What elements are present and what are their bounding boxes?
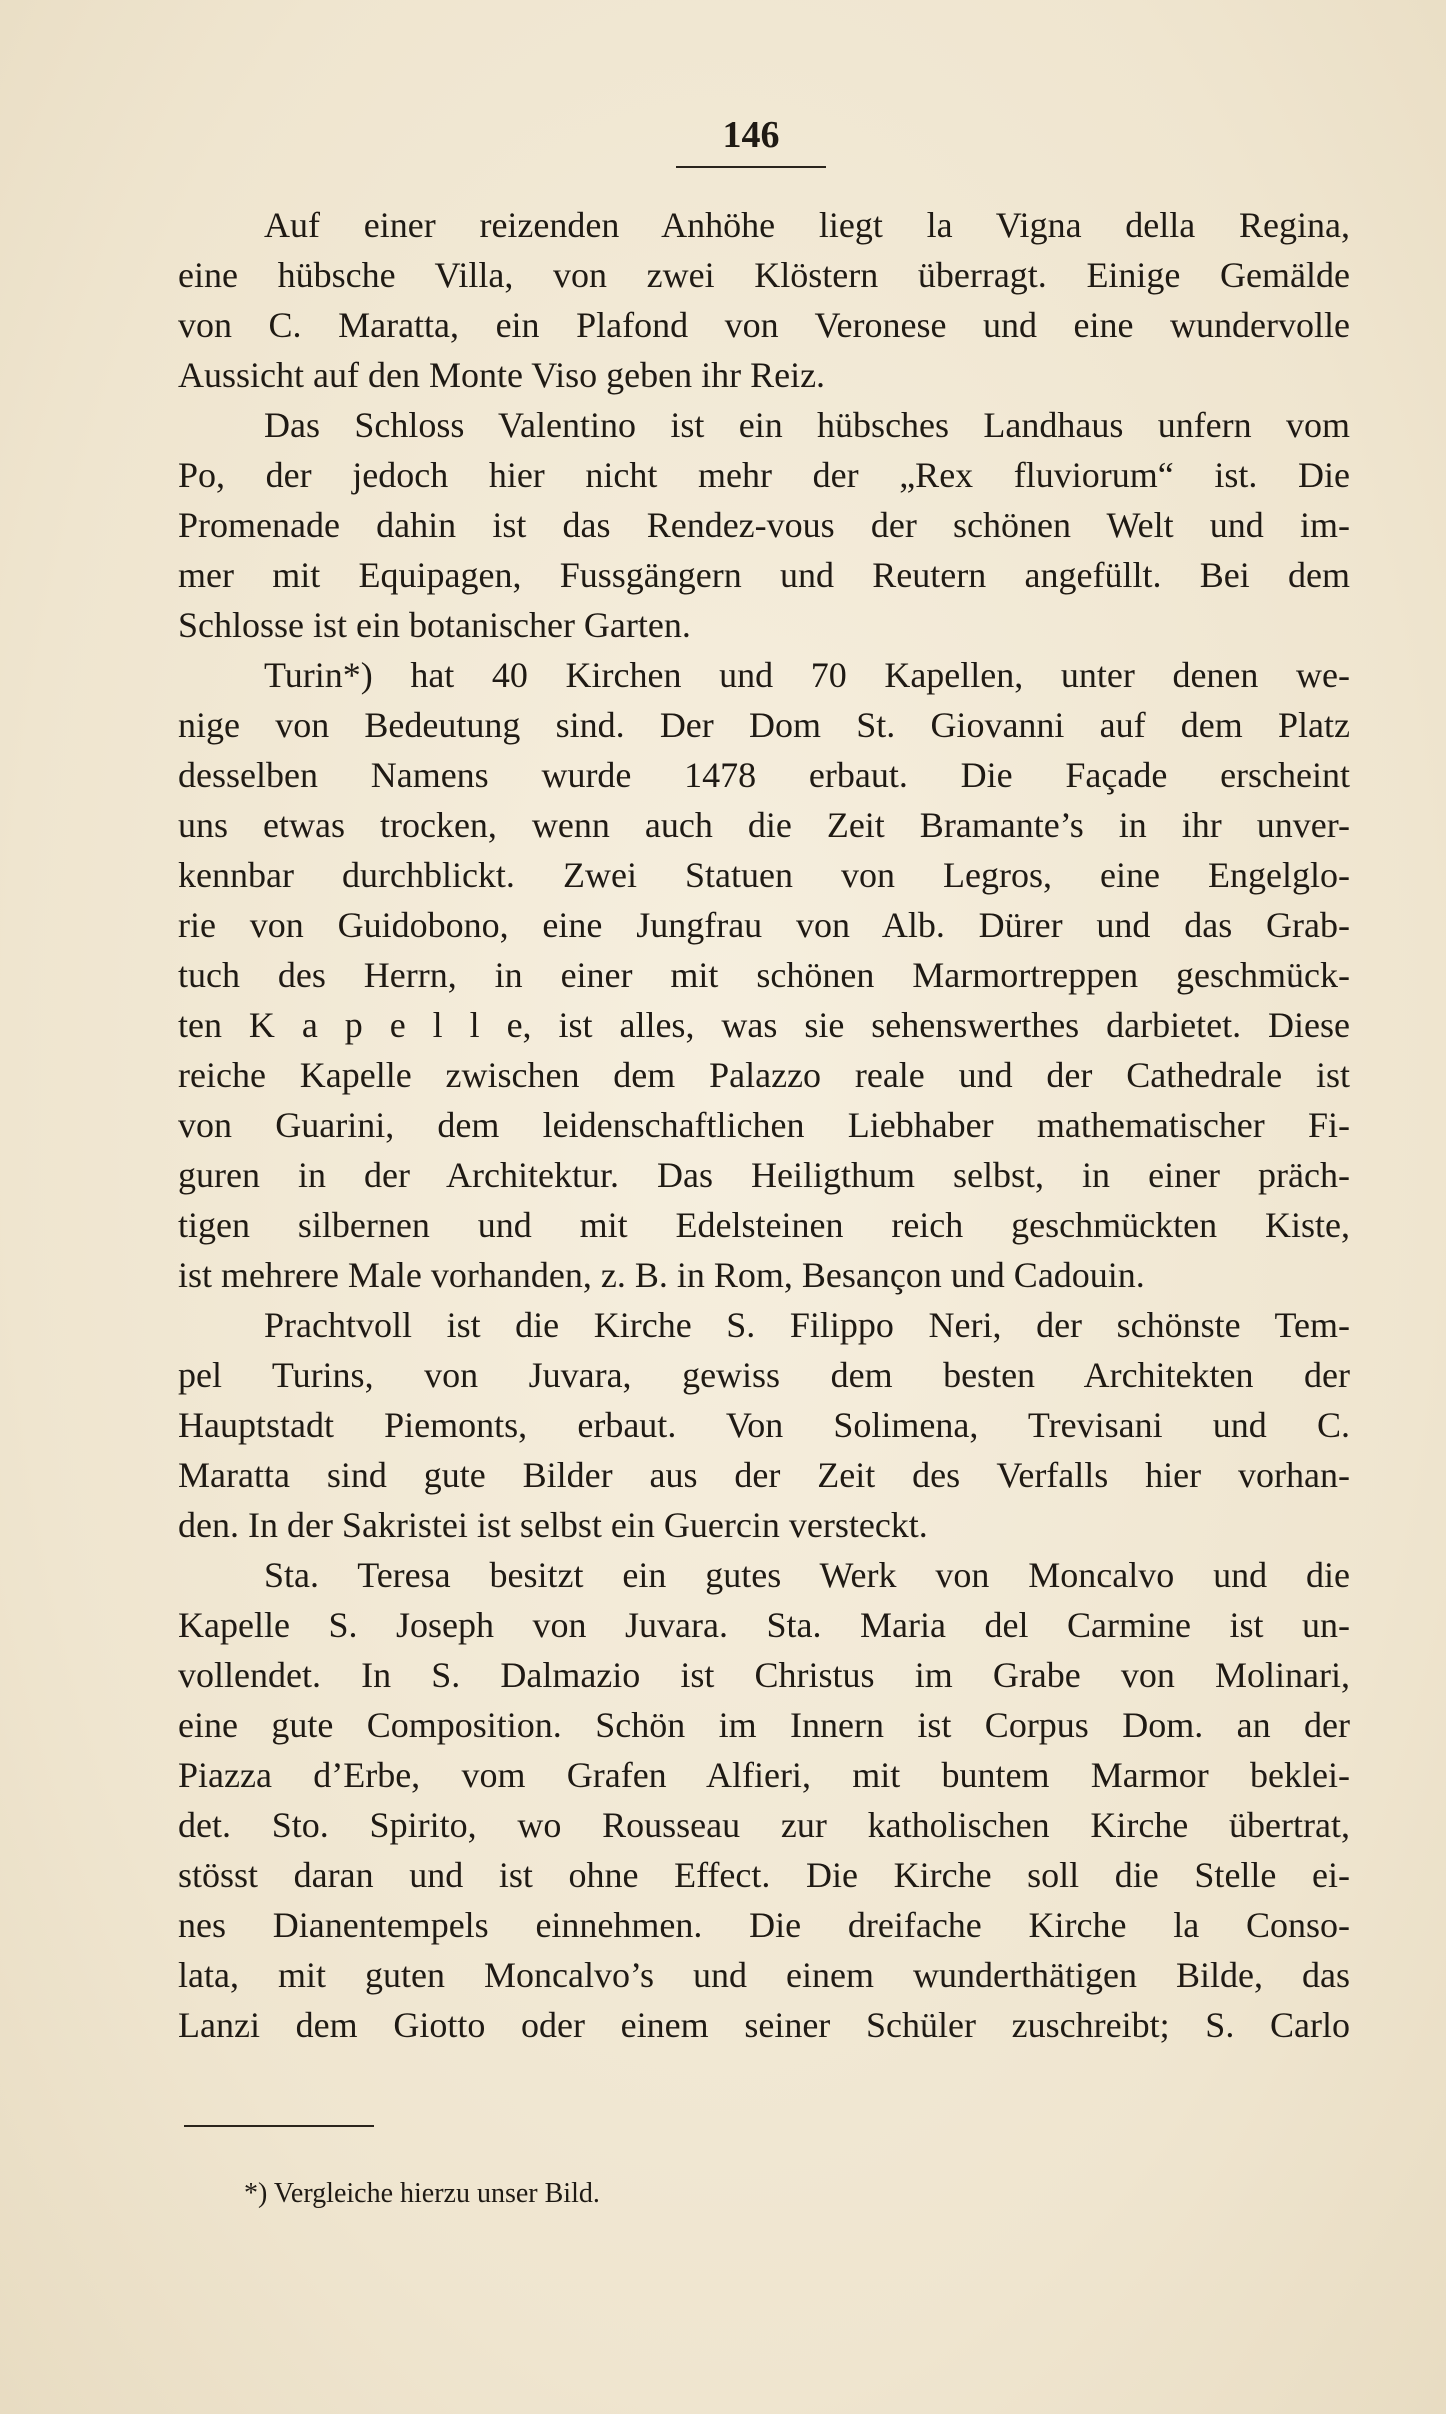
footnote-rule xyxy=(184,2125,374,2127)
text-line: nige von Bedeutung sind. Der Dom St. Giovanni auf dem Platz xyxy=(178,705,1350,745)
text-line: stösst daran und ist ohne Effect. Die Kirche soll die Stelle ei- xyxy=(178,1855,1350,1895)
text-line: uns etwas trocken, wenn auch die Zeit Bramante’s in ihr unver- xyxy=(178,805,1350,845)
text-line: ten K a p e l l e, ist alles, was sie sehenswerthes darbietet. Diese xyxy=(178,1005,1350,1045)
text-line: eine hübsche Villa, von zwei Klöstern überragt. Einige Gemälde xyxy=(178,255,1350,295)
text-line: Sta. Teresa besitzt ein gutes Werk von Moncalvo und die xyxy=(264,1555,1350,1595)
text-line: nes Dianentempels einnehmen. Die dreifache Kirche la Conso- xyxy=(178,1905,1350,1945)
text-line: Kapelle S. Joseph von Juvara. Sta. Maria del Carmine ist un- xyxy=(178,1605,1350,1645)
body-text xyxy=(178,200,1350,2050)
text-line: Aussicht auf den Monte Viso geben ihr Reiz. xyxy=(178,355,826,395)
text-line: pel Turins, von Juvara, gewiss dem besten Architekten der xyxy=(178,1355,1350,1395)
text-line: Prachtvoll ist die Kirche S. Filippo Neri, der schönste Tem- xyxy=(264,1305,1350,1345)
text-line: Schlosse ist ein botanischer Garten. xyxy=(178,605,691,645)
footnote: *) Vergleiche hierzu unser Bild. xyxy=(244,2178,600,2209)
text-line: tigen silbernen und mit Edelsteinen reich geschmückten Kiste, xyxy=(178,1205,1350,1245)
text-line: Promenade dahin ist das Rendez-vous der schönen Welt und im- xyxy=(178,505,1350,545)
text-line: eine gute Composition. Schön im Innern ist Corpus Dom. an der xyxy=(178,1705,1350,1745)
text-line: Maratta sind gute Bilder aus der Zeit des Verfalls hier vorhan- xyxy=(178,1455,1350,1495)
text-line: kennbar durchblickt. Zwei Statuen von Legros, eine Engelglo- xyxy=(178,855,1350,895)
text-line: den. In der Sakristei ist selbst ein Guercin versteckt. xyxy=(178,1505,928,1545)
text-line: vollendet. In S. Dalmazio ist Christus im Grabe von Molinari, xyxy=(178,1655,1350,1695)
text-line: ist mehrere Male vorhanden, z. B. in Rom, Besançon und Cadouin. xyxy=(178,1255,1145,1295)
text-line: reiche Kapelle zwischen dem Palazzo reale und der Cathedrale ist xyxy=(178,1055,1350,1095)
text-line: Lanzi dem Giotto oder einem seiner Schüler zuschreibt; S. Carlo xyxy=(178,2005,1350,2045)
text-line: von C. Maratta, ein Plafond von Veronese und eine wundervolle xyxy=(178,305,1350,345)
text-line: Po, der jedoch hier nicht mehr der „Rex fluviorum“ ist. Die xyxy=(178,455,1350,495)
text-line: rie von Guidobono, eine Jungfrau von Alb. Dürer und das Grab- xyxy=(178,905,1350,945)
text-line: Hauptstadt Piemonts, erbaut. Von Solimena, Trevisani und C. xyxy=(178,1405,1350,1445)
text-line: guren in der Architektur. Das Heiligthum selbst, in einer präch- xyxy=(178,1155,1350,1195)
text-line: Turin*) hat 40 Kirchen und 70 Kapellen, unter denen we- xyxy=(264,655,1350,695)
text-line: Piazza d’Erbe, vom Grafen Alfieri, mit buntem Marmor beklei- xyxy=(178,1755,1350,1795)
text-line: von Guarini, dem leidenschaftlichen Liebhaber mathematischer Fi- xyxy=(178,1105,1350,1145)
text-line: tuch des Herrn, in einer mit schönen Marmortreppen geschmück- xyxy=(178,955,1350,995)
text-line: lata, mit guten Moncalvo’s und einem wunderthätigen Bilde, das xyxy=(178,1955,1350,1995)
text-line: mer mit Equipagen, Fussgängern und Reutern angefüllt. Bei dem xyxy=(178,555,1350,595)
page-number: 146 xyxy=(676,110,826,168)
text-line: desselben Namens wurde 1478 erbaut. Die Façade erscheint xyxy=(178,755,1350,795)
text-line: Das Schloss Valentino ist ein hübsches Landhaus unfern vom xyxy=(264,405,1350,445)
text-line: det. Sto. Spirito, wo Rousseau zur katholischen Kirche übertrat, xyxy=(178,1805,1350,1845)
text-line: Auf einer reizenden Anhöhe liegt la Vigna della Regina, xyxy=(264,205,1350,245)
